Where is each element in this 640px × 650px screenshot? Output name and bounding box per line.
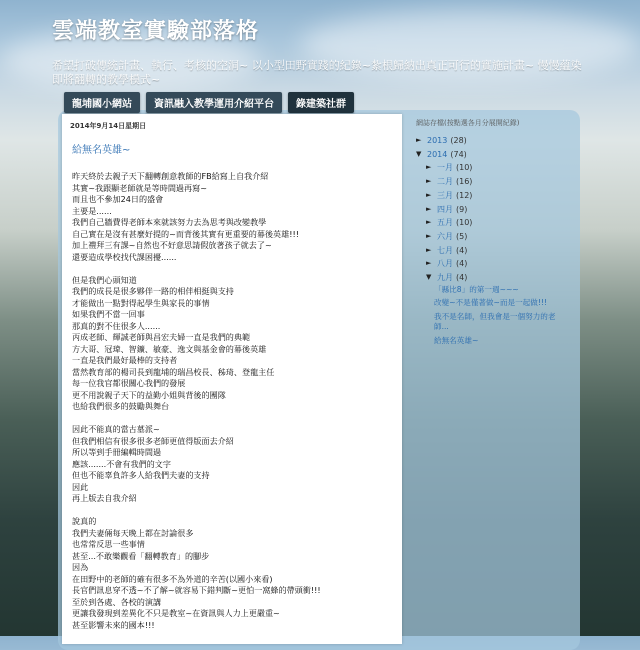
- archive-link[interactable]: 四月: [437, 204, 453, 214]
- triangle-right-icon[interactable]: ►: [416, 136, 422, 144]
- post-line: 我們的成長是很多夥伴一路的相伴相挺與支持: [72, 286, 234, 296]
- post-line: 而且也不參加24日的盛會: [72, 194, 164, 204]
- archive-count: (16): [456, 177, 473, 187]
- blog-archive: [416, 134, 566, 346]
- triangle-right-icon[interactable]: ►: [426, 190, 432, 199]
- archive-link[interactable]: 六月: [437, 231, 453, 241]
- post-line: 方大哥、冠瑋、智鑛、敏豪、逸文與基金會的幕後英雄: [72, 343, 267, 354]
- post-line: 說真的: [72, 516, 97, 526]
- sidebar: [416, 118, 566, 349]
- archive-count: (5): [456, 231, 468, 241]
- archive-count: (28): [450, 136, 467, 145]
- archive-title: 網誌存檔(按點選各月分展開紀錄): [416, 119, 520, 127]
- tab-school-site[interactable]: 龍埔國小網站: [64, 92, 140, 113]
- post-line: 再上版去自我介紹: [72, 493, 137, 503]
- archive-link[interactable]: 九月: [437, 273, 453, 283]
- post-line: 甚至...不敢樂觀看「翻轉教育」的腳步: [72, 550, 210, 561]
- archive-month[interactable]: [416, 161, 566, 175]
- post-line: 其實~我跟顯老師就是等時間過再寫~: [72, 182, 207, 193]
- post-line: [72, 413, 392, 425]
- archive-count: (12): [456, 190, 473, 200]
- blog-description: 希望打破傳統計畫、執行、考核的空洞~ 以小型田野實踐的紀錄~紮根歸納出真正可行的實施計畫~ 慢慢蘊染即將翻轉的教學模式~: [52, 59, 582, 86]
- post-line: 但也不能辜負許多人給我們夫妻的支持: [72, 470, 210, 480]
- blog-title[interactable]: 雲端教室實驗部落格: [52, 19, 260, 44]
- post-line: 我們自己牆費得老師本來就該努力去為思考與改變教學: [72, 217, 267, 227]
- page-tabs: [64, 92, 354, 113]
- post-line: 昨天終於去親子天下翻轉創意教師的FB給寫上自我介紹: [72, 171, 269, 181]
- archive-month[interactable]: [416, 216, 566, 230]
- blog-header: [52, 14, 632, 87]
- archive-post-list: [416, 285, 566, 347]
- archive-count: (9): [456, 204, 468, 214]
- post-line: 也給我們很多的鼓勵與舞台: [72, 401, 170, 411]
- post-line: 因此: [72, 481, 89, 492]
- archive-year-2013[interactable]: [416, 134, 566, 148]
- post-line: 但我們相信有很多很多老師更值得版面去介紹: [72, 435, 234, 446]
- archive-post-link[interactable]: 我不是名師，但我會是一個努力的老師...: [434, 311, 556, 332]
- tab-community[interactable]: 錄建築社群: [288, 92, 354, 113]
- archive-link[interactable]: 一月: [437, 163, 453, 173]
- archive-month[interactable]: [416, 175, 566, 189]
- post-line: 更不用說親子天下的益勤小姐與背後的團隊: [72, 389, 226, 400]
- post-line: 長官們訊息穿不透~不了解~就容易下錯判斷~更怕一窩蜂的帶頭衝!!!: [72, 585, 321, 595]
- archive-link[interactable]: 五月: [437, 218, 453, 228]
- post-line: [72, 505, 392, 517]
- archive-count: (4): [456, 259, 468, 269]
- post-line: 丙成老師、輝誠老師與昌宏夫婦一直是我們的典範: [72, 332, 251, 342]
- triangle-right-icon[interactable]: ►: [426, 259, 432, 268]
- post-line: 還要造成學校找代課困擾......: [72, 251, 177, 262]
- post-line: 因為: [72, 562, 89, 572]
- post-line: 因此不能真的當古墓派~: [72, 424, 160, 434]
- triangle-right-icon[interactable]: ►: [426, 177, 432, 186]
- post-line: 自己實在是沒有甚麼好提的~而背後其實有更重要的幕後英雄!!!: [72, 228, 299, 239]
- post-line: 但是我們心頭知道: [72, 274, 137, 285]
- post-line: 一直是我們最好最棒的支持者: [72, 355, 178, 365]
- archive-count: (74): [450, 149, 467, 159]
- post-line: 每一位我官都很關心我們的發展: [72, 378, 186, 388]
- triangle-right-icon[interactable]: ►: [426, 218, 432, 227]
- archive-link[interactable]: 七月: [437, 245, 453, 255]
- post-line: 才能做出一點對得起學生與家長的事情: [72, 297, 210, 308]
- main-column: [62, 114, 402, 644]
- archive-count: (10): [456, 218, 473, 228]
- post-body: [72, 171, 392, 631]
- archive-link[interactable]: 二月: [437, 177, 453, 187]
- triangle-right-icon[interactable]: ►: [426, 231, 432, 240]
- triangle-right-icon[interactable]: ►: [426, 163, 432, 172]
- archive-month[interactable]: [416, 230, 566, 244]
- triangle-right-icon[interactable]: ►: [426, 245, 432, 254]
- post-line: [72, 263, 392, 275]
- post-date: 2014年9月14日星期日: [70, 122, 147, 130]
- post-line: 也常常反思一些事情: [72, 539, 145, 549]
- post-title[interactable]: 給無名英雄~: [72, 145, 131, 156]
- triangle-down-icon[interactable]: ▼: [426, 273, 432, 282]
- archive-post-link[interactable]: 「縣比8」的第一週~~~: [434, 284, 519, 294]
- archive-count: (10): [456, 163, 473, 173]
- archive-link[interactable]: 八月: [437, 259, 453, 269]
- post-line: 主要是......: [72, 205, 112, 216]
- archive-year-2014[interactable]: [416, 148, 566, 162]
- archive-month[interactable]: [416, 203, 566, 217]
- archive-month[interactable]: [416, 257, 566, 271]
- triangle-down-icon[interactable]: ▼: [416, 149, 422, 158]
- post-line: 應該.......不會有我們的文字: [72, 458, 171, 469]
- post-line: 所以等到手冊編輯時間過: [72, 447, 162, 457]
- archive-count: (4): [456, 273, 468, 283]
- archive-link[interactable]: 三月: [437, 190, 453, 200]
- archive-month[interactable]: [416, 189, 566, 203]
- tab-ict-platform[interactable]: 資訊融入教學運用介紹平台: [146, 92, 282, 113]
- post-line: 甚至影響未來的國本!!!: [72, 619, 155, 630]
- post-line: 加上禮拜三有課~自然也不好意思請假放著孩子就去了~: [72, 240, 272, 250]
- archive-post-link[interactable]: 改變~不是僅著做~而是一起做!!!: [434, 298, 547, 308]
- post-line: 我們夫妻倆每天晚上都在討論很多: [72, 527, 194, 538]
- triangle-right-icon[interactable]: ►: [426, 204, 432, 213]
- post-line: 那真的對不住很多人......: [72, 320, 161, 331]
- post-line: 在田野中的老師的確有很多不為外道的辛苦(以國小來看): [72, 573, 273, 584]
- archive-link[interactable]: 2014: [427, 149, 448, 159]
- archive-month[interactable]: [416, 271, 566, 285]
- post-line: 更讓我發現到差異化不只是教室~在資訊與人力上更嚴重~: [72, 608, 280, 618]
- post-line: 當然教育部的楊司長到龍埔的瑞昌校長、秭琦、登龍主任: [72, 366, 275, 377]
- archive-link[interactable]: 2013: [427, 136, 448, 145]
- archive-month[interactable]: [416, 244, 566, 258]
- post-line: 至於到各處、各校的演講: [72, 596, 162, 607]
- archive-count: (4): [456, 245, 468, 255]
- archive-post-link[interactable]: 給無名英雄~: [434, 335, 479, 345]
- post-line: 如果我們不當一回事: [72, 309, 145, 319]
